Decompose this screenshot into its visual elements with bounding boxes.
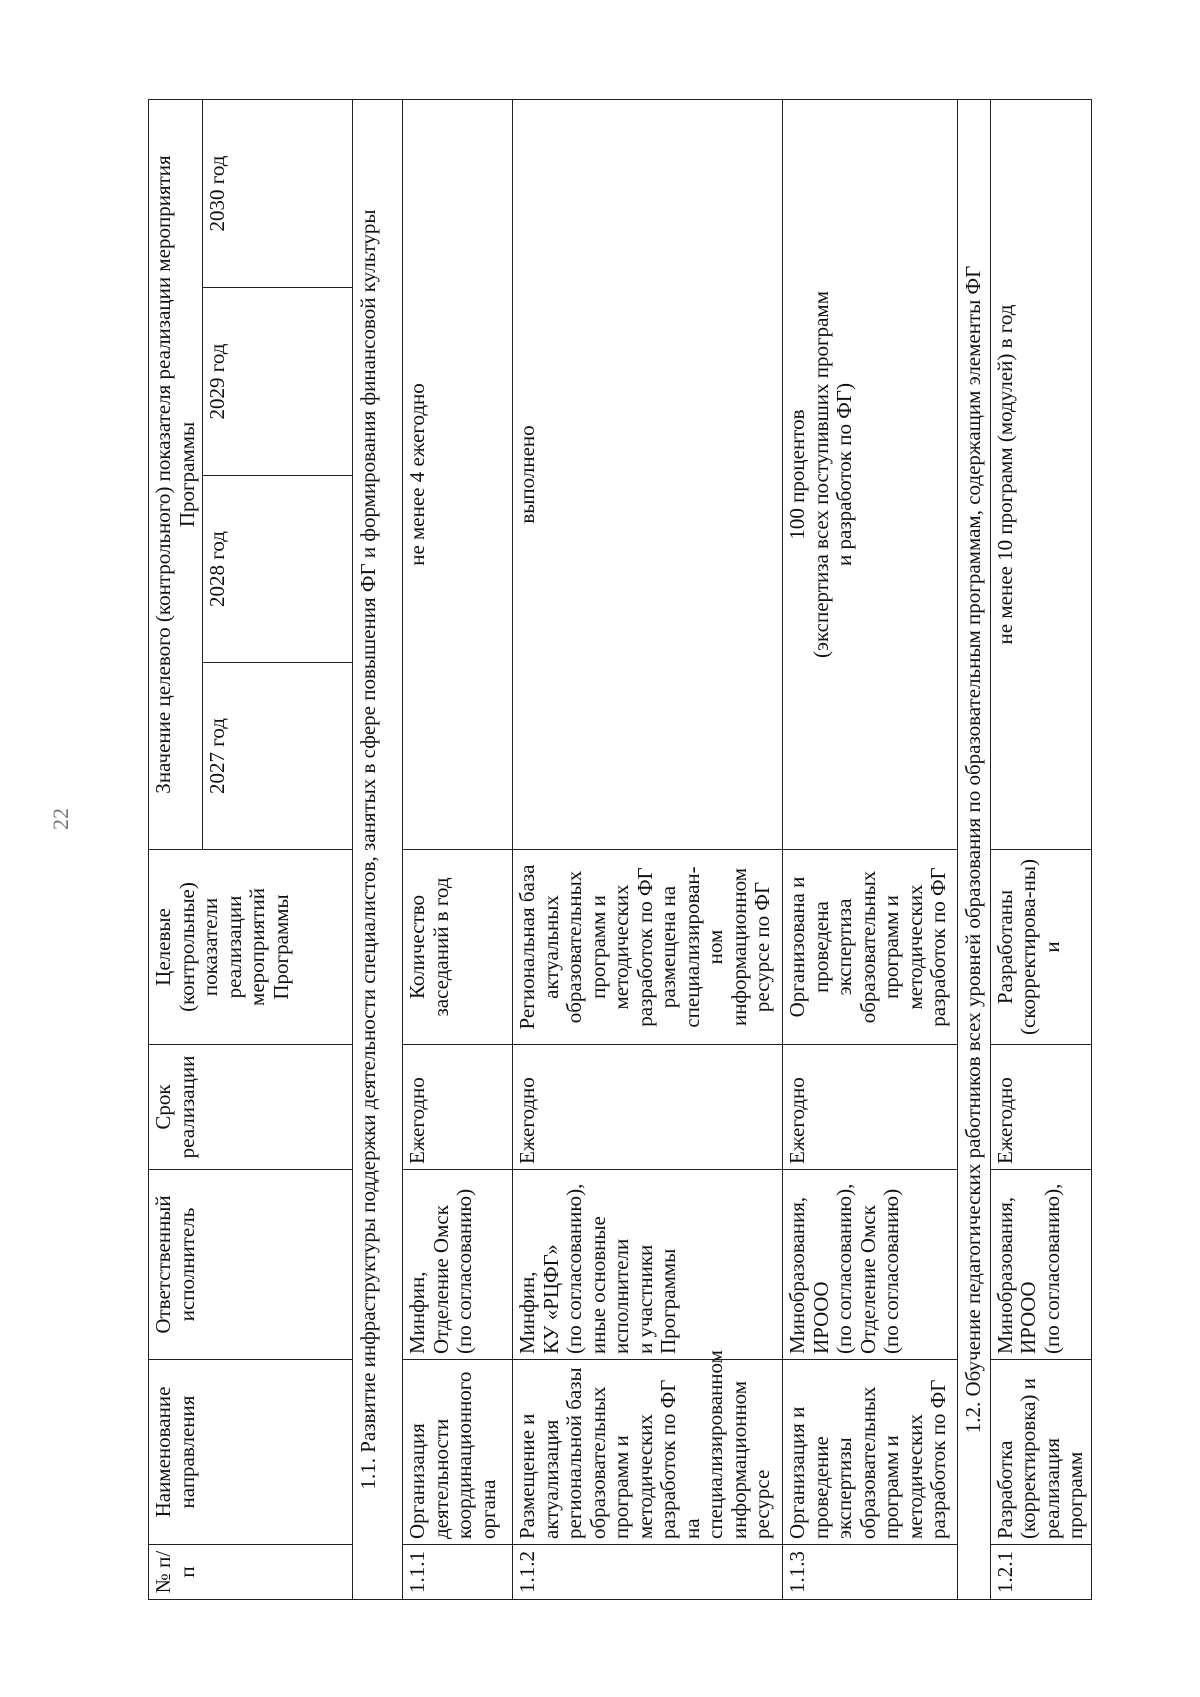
row-indicator: Региональная база актуальных образовательных программ и методических разработок по ФГ размещена на специализирован-ном информационном ресурсе по ФГ [513, 850, 783, 1045]
header-num: № п/п [149, 1545, 353, 1600]
header-year-2030: 2030 год [203, 100, 353, 288]
row-value: 100 процентов (экспертиза всех поступивших программ и разработок по ФГ) [783, 100, 958, 850]
header-executor: Ответственный исполнитель [149, 1170, 353, 1360]
row-num: 1.1.2 [513, 1545, 783, 1600]
header-year-2029: 2029 год [203, 288, 353, 476]
row-term: Ежегодно [990, 1045, 1091, 1170]
table-row [513, 100, 783, 1600]
section-title: 1.1. Развитие инфраструктуры поддержки деятельности специалистов, занятых в сфере повышения ФГ и формирования финансовой культуры [353, 100, 403, 1600]
header-direction: Наименование направления [149, 1360, 353, 1545]
row-term: Ежегодно [513, 1045, 783, 1170]
row-num: 1.2.1 [990, 1545, 1091, 1600]
header-term: Срок реализации [149, 1045, 353, 1170]
header-row [149, 100, 203, 1600]
row-term: Ежегодно [403, 1045, 513, 1170]
row-executor: Минобразования, ИРООО (по согласованию), [990, 1170, 1091, 1360]
row-value: выполнено [513, 100, 783, 850]
section-title: 1.2. Обучение педагогических работников всех уровней образования по образовательным программам, содержащим элементы ФГ [958, 100, 991, 1600]
row-executor: Минфин, КУ «РЦФГ» (по согласованию), иные основные исполнители и участники Программы [513, 1170, 783, 1360]
row-num: 1.1.1 [403, 1545, 513, 1600]
table-row [403, 100, 513, 1600]
row-value: не менее 4 ежегодно [403, 100, 513, 850]
header-year-2028: 2028 год [203, 476, 353, 663]
row-direction: Организация деятельности координационного органа [403, 1360, 513, 1545]
row-term: Ежегодно [783, 1045, 958, 1170]
row-direction: Разработка (корректировка) и реализация программ [990, 1360, 1091, 1545]
row-indicator: Разработаны (скорректирова-ны) и [990, 850, 1091, 1045]
row-direction: Размещение и актуализация региональной базы образовательных программ и методических разработок по ФГ на специализированном информационном ресурсе [513, 1360, 783, 1545]
row-direction: Организация и проведение экспертизы образовательных программ и методических разработок по ФГ [783, 1360, 958, 1545]
row-num: 1.1.3 [783, 1545, 958, 1600]
header-indicators: Целевые (контрольные) показатели реализации мероприятий Программы [149, 850, 353, 1045]
table-row [990, 100, 1091, 1600]
page-number: 22 [48, 808, 73, 830]
section-row [353, 100, 403, 1600]
row-indicator: Количество заседаний в год [403, 850, 513, 1045]
section-row [958, 100, 991, 1600]
row-executor: Минфин, Отделение Омск (по согласованию) [403, 1170, 513, 1360]
table-row [783, 100, 958, 1600]
row-executor: Минобразования, ИРООО (по согласованию), Отделение Омск (по согласованию) [783, 1170, 958, 1360]
header-value: Значение целевого (контрольного) показателя реализации мероприятия Программы [149, 100, 203, 850]
program-table [148, 99, 1092, 1600]
row-indicator: Организована и проведена экспертиза образовательных программ и методических разработок по ФГ [783, 850, 958, 1045]
rotated-table-container [148, 100, 1088, 1600]
row-value: не менее 10 программ (модулей) в год [990, 100, 1091, 850]
header-year-2027: 2027 год [203, 663, 353, 850]
